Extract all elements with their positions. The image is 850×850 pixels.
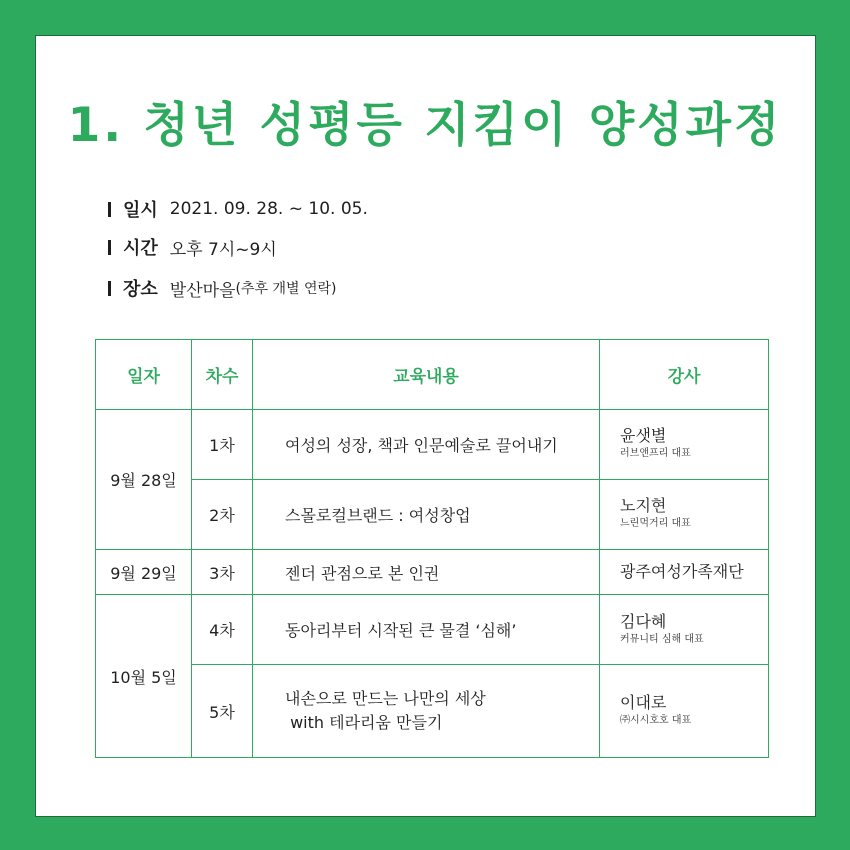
header-session: 차수	[192, 340, 253, 410]
content-cell: 젠더 관점으로 본 인권	[253, 549, 600, 594]
info-note: (추후 개별 연락)	[235, 281, 337, 297]
instructor-cell	[600, 595, 769, 665]
instructor-role: 러브앤프리 대표	[620, 448, 691, 460]
session-cell: 2차	[192, 479, 253, 549]
instructor-name: 광주여성가족재단	[620, 562, 744, 582]
session-cell: 1차	[192, 410, 253, 480]
content-cell: 스몰로컬브랜드 : 여성창업	[253, 479, 600, 549]
instructor-role: 커뮤니티 심해 대표	[620, 633, 704, 645]
info-label: 장소	[123, 279, 158, 300]
date-cell: 9월 29일	[96, 549, 192, 594]
table-header-row	[96, 340, 769, 410]
instructor-cell	[600, 549, 769, 594]
info-label: 일시	[123, 200, 158, 221]
content-cell: 동아리부터 시작된 큰 물결 ‘심해’	[253, 595, 600, 665]
content-line: 내손으로 만드는 나만의 세상	[285, 689, 486, 709]
table-row	[96, 595, 769, 665]
date-cell: 9월 28일	[96, 410, 192, 550]
bullet-bar	[108, 281, 111, 296]
bullet-bar	[108, 202, 111, 217]
instructor-role: ㈜시시호호 대표	[620, 715, 692, 727]
instructor-name: 노지현	[620, 496, 667, 516]
instructor-cell	[600, 665, 769, 758]
instructor-cell	[600, 479, 769, 549]
header-content: 교육내용	[253, 340, 600, 410]
instructor-role: 느린먹거리 대표	[620, 518, 691, 530]
session-cell: 5차	[192, 665, 253, 758]
schedule-table	[95, 339, 769, 758]
date-cell: 10월 5일	[96, 595, 192, 758]
header-date: 일자	[96, 340, 192, 410]
table-row	[96, 410, 769, 480]
instructor-name: 김다혜	[620, 611, 667, 631]
table-row	[96, 479, 769, 549]
session-cell: 4차	[192, 595, 253, 665]
instructor-name: 윤샛별	[620, 426, 667, 446]
content-cell	[253, 665, 600, 758]
bullet-bar	[108, 240, 111, 255]
content-line: with 테라리움 만들기	[285, 713, 443, 733]
info-date	[108, 196, 368, 222]
info-value: 발산마을	[169, 280, 236, 301]
content-cell: 여성의 성장, 책과 인문예술로 끌어내기	[253, 410, 600, 480]
info-value: 오후 7시~9시	[169, 239, 277, 260]
info-label: 시간	[123, 238, 158, 259]
header-instructor: 강사	[600, 340, 769, 410]
instructor-name: 이대로	[620, 693, 667, 713]
info-time	[108, 234, 277, 260]
table-row	[96, 549, 769, 594]
table-row	[96, 665, 769, 758]
page-title: 1. 청년 성평등 지킴이 양성과정	[67, 98, 783, 153]
session-cell: 3차	[192, 549, 253, 594]
instructor-cell	[600, 410, 769, 480]
info-place	[108, 275, 336, 301]
info-value: 2021. 09. 28. ~ 10. 05.	[169, 199, 368, 219]
